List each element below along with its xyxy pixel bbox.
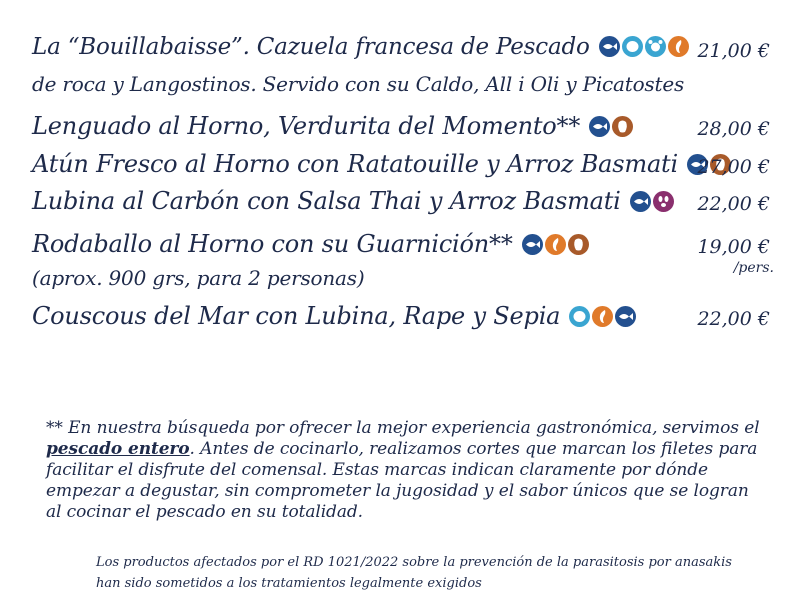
dish-title: Lenguado al Horno, Verdurita del Momento**: [32, 112, 581, 140]
dish-title: Lubina al Carbón con Salsa Thai y Arroz Basmati: [32, 187, 621, 215]
legal-line-1: Los productos afectados por el RD 1021/2022 sobre la prevención de la parasitosis por anasakis: [96, 555, 732, 570]
crab-icon: [645, 36, 666, 57]
dish-price: 22,00 €: [697, 308, 770, 330]
price-unit: /pers.: [733, 260, 774, 276]
dish-title: Couscous del Mar con Lubina, Rape y Sepia: [32, 302, 561, 330]
dish-price: 21,00 €: [697, 40, 770, 62]
note-emphasis: pescado entero: [46, 439, 190, 459]
note-text-prefix: ** En nuestra búsqueda por ofrecer la mejor experiencia gastronómica, servimos el: [46, 418, 760, 438]
dish-price: 19,00 €: [697, 236, 770, 258]
legal-line-2: han sido sometidos a los tratamientos legalmente exigidos: [96, 576, 482, 591]
sesame-icon: [653, 191, 674, 212]
mollusc-icon: [612, 116, 633, 137]
allergen-icons: [630, 191, 674, 212]
allergen-icons: [589, 116, 633, 137]
dish-price: 28,00 €: [697, 118, 770, 140]
fish-icon: [615, 306, 636, 327]
dish-title: Rodaballo al Horno con su Guarnición**: [32, 230, 513, 258]
shrimp-icon: [668, 36, 689, 57]
dish-title: La “Bouillabaisse”. Cazuela francesa de Pescado: [32, 34, 590, 60]
allergen-icons: [569, 306, 636, 327]
dish-title: Atún Fresco al Horno con Ratatouille y Arroz Basmati: [32, 150, 678, 178]
dish-price: 22,00 €: [697, 193, 770, 215]
fish-icon: [599, 36, 620, 57]
dish-description: (aprox. 900 grs, para 2 personas): [32, 266, 365, 290]
legal-notice: [96, 552, 756, 594]
shrimp-icon: [592, 306, 613, 327]
dish-description: de roca y Langostinos. Servido con su Caldo, All i Oli y Picatostes: [32, 72, 685, 96]
shrimp-icon: [545, 234, 566, 255]
fish-icon: [522, 234, 543, 255]
dish-price: 27,00 €: [697, 156, 770, 178]
allergen-icons: [522, 234, 589, 255]
fish-icon: [589, 116, 610, 137]
shellfish-icon: [569, 306, 590, 327]
whole-fish-note: [46, 418, 766, 523]
fish-icon: [630, 191, 651, 212]
allergen-icons: [599, 36, 689, 57]
mollusc-icon: [568, 234, 589, 255]
note-text-suffix: . Antes de cocinarlo, realizamos cortes que marcan los filetes para facilitar el disfrute del comensal. Estas marcas indican claramente por dónde empezar a degustar, sin comprometer la jugosidad y el sabor únicos que se logran al cocinar el pescado en su totalidad.: [46, 439, 758, 522]
shellfish-icon: [622, 36, 643, 57]
